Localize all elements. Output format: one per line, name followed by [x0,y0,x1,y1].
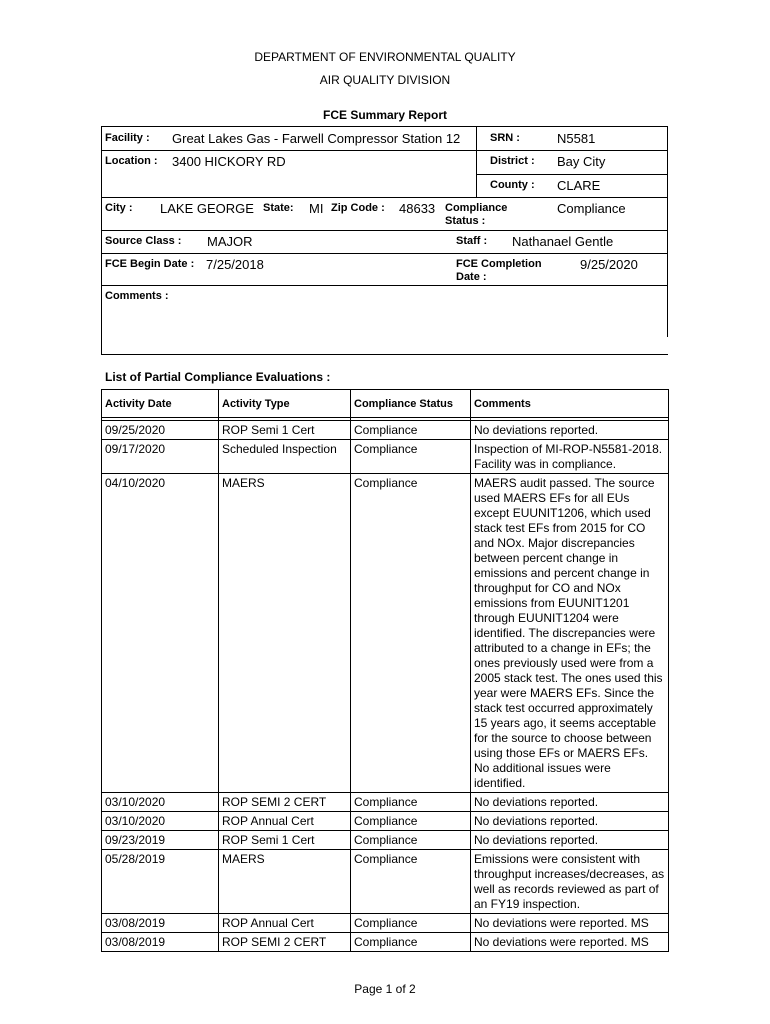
activity-comments: No deviations reported. [471,421,669,440]
comments-label: Comments : [105,290,169,302]
compliance-status: Compliance [351,793,471,812]
location-value: 3400 HICKORY RD [172,154,286,169]
pce-table [101,389,669,952]
activity-type: MAERS [219,474,351,793]
activity-date: 09/25/2020 [102,421,219,440]
box-right-border [667,126,668,337]
compliance-status: Compliance [351,914,471,933]
table-row [102,812,669,831]
compliance-status: Compliance [351,474,471,793]
source-class-value: MAJOR [207,234,253,249]
table-row [102,474,669,793]
zip-value: 48633 [399,201,436,216]
activity-type: Scheduled Inspection [219,440,351,474]
activity-date: 09/17/2020 [102,440,219,474]
activity-type: ROP Annual Cert [219,914,351,933]
col-activity-date: Activity Date [102,390,219,418]
compliance-status: Compliance [351,440,471,474]
activity-type: ROP Semi 1 Cert [219,421,351,440]
activity-date: 05/28/2019 [102,850,219,914]
activity-date: 03/10/2020 [102,812,219,831]
fce-completion-value: 9/25/2020 [580,257,638,272]
facility-label: Facility : [105,132,150,144]
page-number: Page 1 of 2 [354,982,416,996]
activity-comments: No deviations reported. [471,812,669,831]
table-row [102,440,669,474]
col-comments: Comments [471,390,669,418]
state-label: State: [263,202,294,214]
division-heading: AIR QUALITY DIVISION [319,73,451,87]
facility-srn-divider [476,126,477,151]
activity-comments: No deviations reported. [471,831,669,850]
row-divider-4 [101,253,668,254]
source-class-label: Source Class : [105,235,182,247]
table-row [102,793,669,812]
table-row [102,831,669,850]
pce-section-title: List of Partial Compliance Evaluations : [105,370,331,384]
compliance-status-label: Compliance [445,202,508,214]
compliance-status: Compliance [351,812,471,831]
row-divider-2 [101,197,668,198]
pce-header-row [102,390,669,418]
activity-date: 03/08/2019 [102,933,219,952]
district-county-divider [476,174,668,175]
compliance-status-value: Compliance [557,201,626,216]
activity-comments: Inspection of MI-ROP-N5581-2018. Facility was in compliance. [471,440,669,474]
compliance-status: Compliance [351,850,471,914]
report-title: FCE Summary Report [322,108,448,122]
compliance-status-label-line2: Status : [445,215,486,227]
fce-completion-label: FCE Completion [456,258,542,270]
zip-label: Zip Code : [331,202,385,214]
box-bottom-border [101,354,668,355]
city-value: LAKE GEORGE [160,201,254,216]
activity-date: 09/23/2019 [102,831,219,850]
district-label: District : [490,155,535,167]
activity-type: ROP Annual Cert [219,812,351,831]
col-activity-type: Activity Type [219,390,351,418]
activity-type: ROP SEMI 2 CERT [219,933,351,952]
activity-comments: Emissions were consistent with throughput increases/decreases, as well as records reviewed as part of an FY19 inspection. [471,850,669,914]
box-left-border [101,126,102,355]
table-row [102,933,669,952]
state-value: MI [309,201,324,216]
table-row [102,421,669,440]
box-top-border [101,126,668,127]
activity-date: 03/10/2020 [102,793,219,812]
col-compliance-status: Compliance Status [351,390,471,418]
activity-type: MAERS [219,850,351,914]
activity-comments: No deviations were reported. MS [471,933,669,952]
row-divider-5 [101,285,668,286]
fce-begin-label: FCE Begin Date : [105,258,195,270]
county-value: CLARE [557,178,601,193]
activity-comments: No deviations were reported. MS [471,914,669,933]
district-value: Bay City [557,154,606,169]
city-label: City : [105,202,133,214]
srn-label: SRN : [490,132,520,144]
department-heading: DEPARTMENT OF ENVIRONMENTAL QUALITY [254,50,516,64]
compliance-status: Compliance [351,831,471,850]
table-row [102,914,669,933]
staff-value: Nathanael Gentle [512,234,614,249]
fce-completion-label-line2: Date : [456,271,487,283]
activity-comments: MAERS audit passed. The source used MAERS EFs for all EUs except EUUNIT1206, which used stack test EFs from 2015 for CO and NOx. Major discrepancies between percent change in emissions and percent change in throughput for CO and NOx emissions from EUUNIT1201 through EUUNIT1204 were identified. The discrepancies were attributed to a change in EFs; the ones previously used were from a 2005 stack test. The ones used this year were MAERS EFs. Since the stack test occurred approximately 15 years ago, it seems acceptable for the source to choose between using those EFs or MAERS EFs. No additional issues were identified. [471,474,669,793]
activity-comments: No deviations reported. [471,793,669,812]
row-divider-1 [101,150,668,151]
activity-date: 04/10/2020 [102,474,219,793]
compliance-status: Compliance [351,421,471,440]
activity-date: 03/08/2019 [102,914,219,933]
table-row [102,850,669,914]
srn-value: N5581 [557,131,596,146]
staff-label: Staff : [456,235,488,247]
row-divider-3 [101,230,668,231]
fce-begin-value: 7/25/2018 [206,257,264,272]
activity-type: ROP Semi 1 Cert [219,831,351,850]
location-label: Location : [105,155,158,167]
county-label: County : [490,179,535,191]
activity-type: ROP SEMI 2 CERT [219,793,351,812]
compliance-status: Compliance [351,933,471,952]
facility-value: Great Lakes Gas - Farwell Compressor Station 12 [172,131,461,146]
